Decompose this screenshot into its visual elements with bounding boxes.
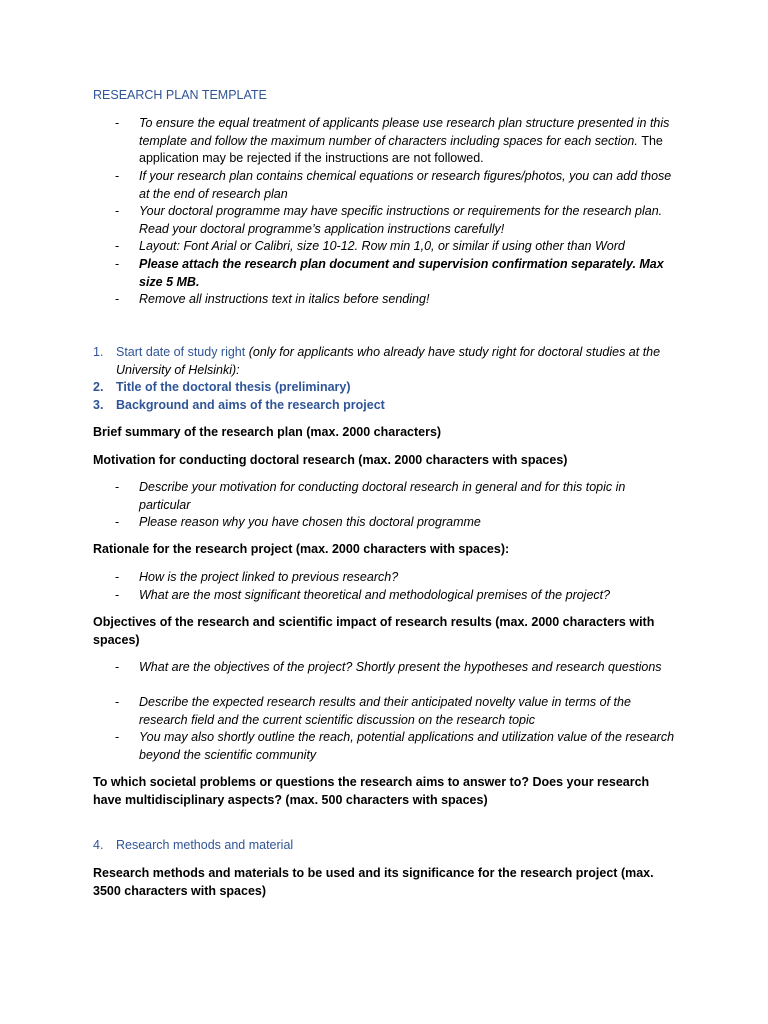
bullet-dash: - [115, 588, 120, 602]
section-label: Research methods and material [116, 838, 294, 852]
bullet-dash: - [115, 204, 120, 218]
bullet-dash: - [115, 660, 120, 674]
section-heading-4 [93, 837, 673, 855]
section-number: 4. [93, 838, 104, 852]
section-label: Start date of study right [116, 345, 246, 359]
instruction-item [115, 729, 675, 764]
instruction-item [115, 115, 675, 168]
instruction-text: How is the project linked to previous research? [139, 570, 399, 584]
instruction-item [115, 587, 675, 605]
bullet-dash: - [115, 116, 120, 130]
instruction-item [115, 168, 675, 203]
section-number: 2. [93, 380, 104, 394]
bullet-dash: - [115, 292, 120, 306]
instruction-text: Please attach the research plan document and supervision confirmation separately. Max size 5 MB. [139, 257, 664, 289]
instruction-item [115, 659, 675, 677]
instruction-item [115, 514, 675, 532]
section-note: (only for applicants who already have study right for doctoral studies at the University of Helsinki): [116, 345, 661, 377]
instruction-text: Layout: Font Arial or Calibri, size 10-12. Row min 1,0, or similar if using other than Word [139, 239, 625, 253]
instruction-text: You may also shortly outline the reach, potential applications and utilization value of the research beyond the scientific community [139, 730, 675, 762]
instruction-text: If your research plan contains chemical equations or research figures/photos, you can add those at the end of research plan [139, 169, 672, 201]
instruction-item [115, 291, 675, 309]
instruction-item [115, 694, 675, 729]
bullet-dash: - [115, 169, 120, 183]
bullet-dash: - [115, 515, 120, 529]
instruction-text: Describe the expected research results and their anticipated novelty value in terms of the research field and the current scientific discussion on the research topic [139, 695, 631, 727]
section-number: 3. [93, 398, 104, 412]
instruction-text: What are the most significant theoretical and methodological premises of the project? [139, 588, 611, 602]
instruction-item [115, 256, 675, 291]
instruction-text: Remove all instructions text in italics before sending! [139, 292, 430, 306]
bullet-dash: - [115, 730, 120, 744]
instruction-text: What are the objectives of the project? Shortly present the hypotheses and research questions [139, 660, 662, 674]
bullet-dash: - [115, 695, 120, 709]
subheading-motivation: Motivation for conducting doctoral research (max. 2000 characters with spaces) [93, 453, 568, 467]
subheading-societal: To which societal problems or questions the research aims to answer to? Does your research have multidisciplinary aspects? (max. 500 characters with spaces) [93, 775, 650, 807]
section-label: Background and aims of the research project [116, 398, 385, 412]
instruction-text: Your doctoral programme may have specific instructions or requirements for the research plan. Read your doctoral programme’s application instructions carefully! [139, 204, 663, 236]
bullet-dash: - [115, 239, 120, 253]
section-number: 1. [93, 345, 104, 359]
subheading-rationale: Rationale for the research project (max. 2000 characters with spaces): [93, 542, 510, 556]
instruction-item [115, 479, 675, 514]
section-heading-3 [93, 397, 673, 415]
section-heading-2 [93, 379, 673, 397]
bullet-dash: - [115, 570, 120, 584]
instruction-item [115, 203, 675, 238]
subheading-summary: Brief summary of the research plan (max. 2000 characters) [93, 425, 442, 439]
page-title: RESEARCH PLAN TEMPLATE [93, 88, 267, 102]
instruction-item [115, 569, 675, 587]
instruction-text: To ensure the equal treatment of applicants please use research plan structure presented in this template and follow the maximum number of characters including spaces for each section. The application may be rejected if the instructions are not followed. [139, 116, 670, 166]
instruction-text: Please reason why you have chosen this doctoral programme [139, 515, 481, 529]
bullet-dash: - [115, 257, 120, 271]
section-label: Title of the doctoral thesis (preliminary) [116, 380, 351, 394]
instruction-item [115, 238, 675, 256]
bullet-dash: - [115, 480, 120, 494]
instruction-upright-text: The application may be rejected if the instructions are not followed. [139, 133, 663, 166]
subheading-objectives: Objectives of the research and scientific impact of research results (max. 2000 characters with spaces) [93, 615, 655, 647]
instruction-text: Describe your motivation for conducting doctoral research in general and for this topic in particular [139, 480, 626, 512]
section-heading-1 [93, 344, 673, 379]
subheading-methods: Research methods and materials to be used and its significance for the research project (max. 3500 characters with spaces) [93, 866, 654, 898]
